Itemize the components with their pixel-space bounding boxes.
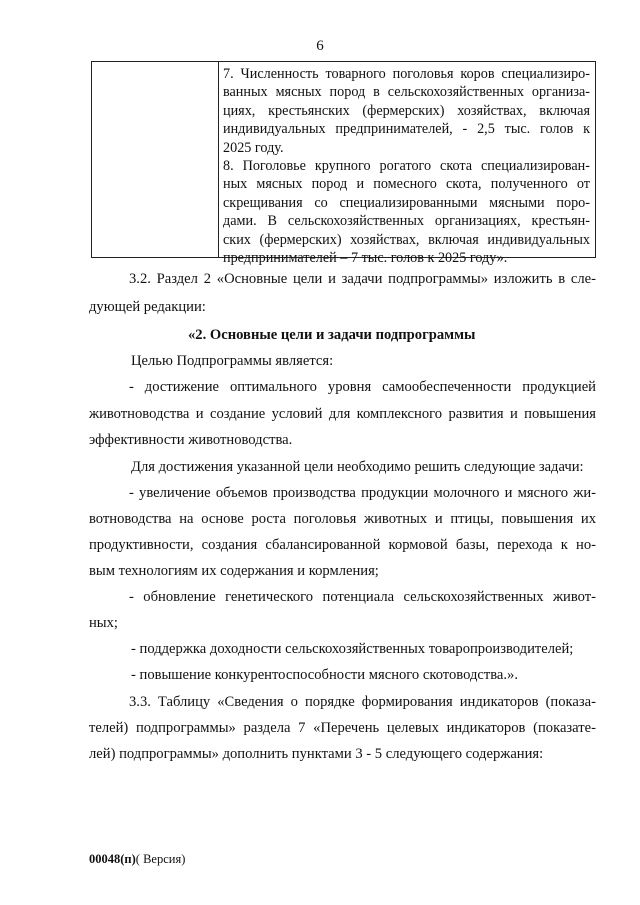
table-line: 7. Численность товарного поголовья коров специализиро- [223, 66, 590, 82]
task2-line1: - обновление генетического потенциала сельскохозяйственных живот- [129, 589, 596, 605]
table-cell-empty [92, 62, 219, 257]
table-line: 2025 году. [223, 139, 284, 156]
task1-line3: продуктивности, создания сбалансированной кормовой базы, перехода к но- [89, 537, 596, 553]
task3: - поддержка доходности сельскохозяйственных товаропроизводителей; [131, 641, 574, 657]
table-line: предпринимателей – 7 тыс. голов к 2025 году». [223, 250, 508, 267]
section-heading: «2. Основные цели и задачи подпрограммы [188, 327, 476, 343]
goal-line2: животноводства и создание условий для комплексного развития и повышения [89, 406, 596, 422]
task2-line2: ных; [89, 615, 118, 631]
task1-line2: вотноводства на основе роста поголовья животных и птицы, повышения их [89, 511, 596, 527]
table-cell-indicators [219, 62, 595, 267]
paragraph-3-2-line2: дующей редакции: [89, 299, 206, 315]
paragraph-3-3-line3: лей) подпрограммы» дополнить пунктами 3 - 5 следующего содержания: [89, 746, 544, 762]
paragraph-3-3-line1: 3.3. Таблицу «Сведения о порядке формирования индикаторов (показа- [129, 694, 596, 710]
task4: - повышение конкурентоспособности мясного скотоводства.». [131, 667, 518, 683]
table-line: дами. В сельскохозяйственных организациях, крестьян- [223, 213, 590, 230]
page-number: 6 [316, 38, 324, 54]
table-line: ванных мясных пород в сельскохозяйственных организа- [223, 84, 590, 101]
task1-line1: - увеличение объемов производства продукции молочного и мясного жи- [129, 485, 596, 501]
indicator-item-8 [223, 157, 590, 267]
task1-line4: вым технологиям их содержания и кормления; [89, 563, 379, 579]
table-line: ных мясных пород и помесного скота, полученного от [223, 176, 590, 193]
goal-line1: - достижение оптимального уровня самообеспеченности продукцией [129, 379, 596, 395]
indicator-item-7 [223, 65, 590, 157]
tasks-intro: Для достижения указанной цели необходимо решить следующие задачи: [131, 459, 584, 475]
table-line: 8. Поголовье крупного рогатого скота специализирован- [223, 158, 590, 175]
paragraph-3-2-line1: 3.2. Раздел 2 «Основные цели и задачи подпрограммы» изложить в сле- [129, 271, 596, 287]
table-line: скрещивания со специализированными мясными поро- [223, 194, 590, 211]
document-version: ( Версия) [135, 852, 186, 866]
table-line: индивидуальных предпринимателей, - 2,5 тыс. голов к [223, 121, 590, 138]
goal-line3: эффективности животноводства. [89, 432, 293, 448]
document-footer [89, 852, 185, 867]
paragraph-3-3-line2: телей) подпрограммы» раздела 7 «Перечень целевых индикаторов (показате- [89, 720, 596, 736]
table-line: циях, крестьянских (фермерских) хозяйствах, включая [223, 102, 590, 119]
table-line: ских (фермерских) хозяйствах, включая индивидуальных [223, 231, 590, 248]
document-code: 00048(п) [89, 852, 136, 866]
indicator-table [91, 61, 596, 267]
goal-intro: Целью Подпрограммы является: [131, 353, 334, 369]
